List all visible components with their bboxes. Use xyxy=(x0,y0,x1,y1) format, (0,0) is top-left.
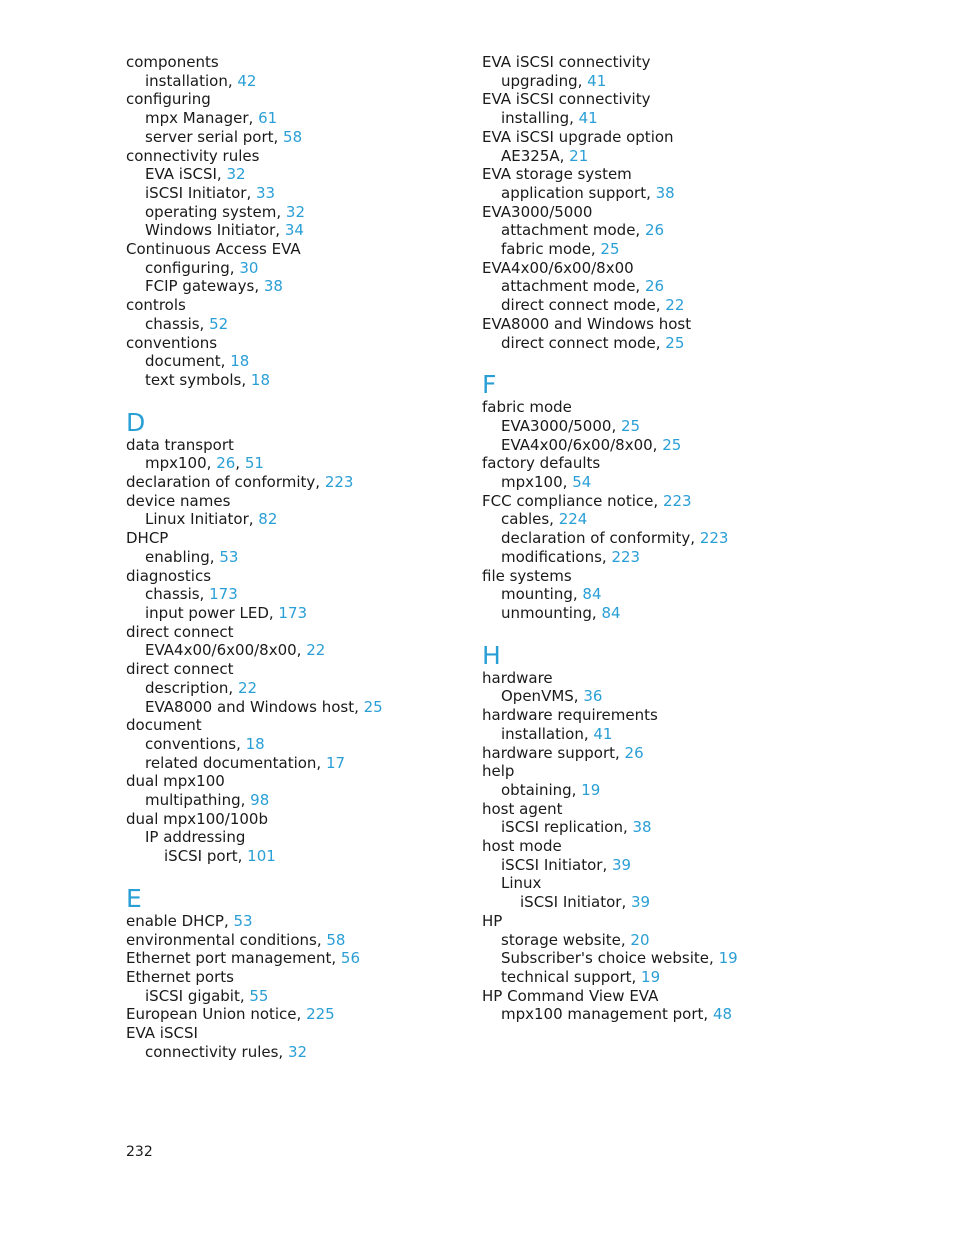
index-term: input power LED, xyxy=(145,603,279,622)
index-term: file systems xyxy=(482,566,572,585)
index-term: AE325A, xyxy=(501,146,570,165)
index-term: EVA iSCSI upgrade option xyxy=(482,127,674,146)
page-link[interactable]: 22 xyxy=(665,296,685,315)
index-subentry xyxy=(126,604,526,623)
index-entry xyxy=(126,949,526,968)
index-term: enable DHCP, xyxy=(126,911,234,930)
page-link[interactable]: 52 xyxy=(209,314,229,333)
index-term: hardware requirements xyxy=(482,706,658,725)
index-term: diagnostics xyxy=(126,566,212,585)
index-term: host agent xyxy=(482,799,563,818)
index-subentry xyxy=(482,585,882,604)
index-entry xyxy=(482,800,882,819)
index-term: FCC compliance notice, xyxy=(482,491,663,510)
index-term: mounting, xyxy=(501,585,583,604)
index-term: unmounting, xyxy=(501,603,602,622)
index-term: dual mpx100 xyxy=(126,772,225,791)
page-link[interactable]: 61 xyxy=(258,109,278,128)
index-term: Linux xyxy=(501,874,542,893)
index-entry xyxy=(126,53,526,72)
index-term: HP Command View EVA xyxy=(482,986,659,1005)
index-term: installation, xyxy=(501,724,594,743)
page-link[interactable]: 56 xyxy=(340,949,361,968)
index-entry xyxy=(482,165,882,184)
index-subentry xyxy=(482,510,882,529)
index-term: multipathing, xyxy=(145,791,251,810)
index-subentry xyxy=(126,548,526,567)
index-entry xyxy=(482,203,882,222)
index-term: technical support, xyxy=(501,967,642,986)
index-term: Ethernet port management, xyxy=(126,949,341,968)
index-term: dual mpx100/100b xyxy=(126,809,269,828)
index-subentry xyxy=(126,847,526,866)
index-entry xyxy=(126,716,526,735)
index-term: EVA4x00/6x00/8x00, xyxy=(501,435,663,454)
page-link[interactable]: 19 xyxy=(641,967,661,986)
index-subentry xyxy=(482,240,882,259)
index-term: EVA8000 and Windows host xyxy=(482,314,692,333)
page-separator: , xyxy=(235,454,245,473)
index-entry xyxy=(126,623,526,642)
index-entry xyxy=(126,931,526,950)
index-subentry xyxy=(126,791,526,810)
index-subentry xyxy=(482,473,882,492)
page-link[interactable]: 58 xyxy=(283,127,303,146)
page-link[interactable]: 21 xyxy=(569,146,589,165)
index-term: attachment mode, xyxy=(501,277,645,296)
page-link[interactable]: 223 xyxy=(611,547,641,566)
index-term: help xyxy=(482,762,515,781)
index-term: Linux Initiator, xyxy=(145,510,259,529)
index-term: chassis, xyxy=(145,314,210,333)
index-subentry xyxy=(482,725,882,744)
page-link[interactable]: 30 xyxy=(239,258,259,277)
index-term: host mode xyxy=(482,837,562,856)
index-term: operating system, xyxy=(145,202,286,221)
index-term: EVA iSCSI connectivity xyxy=(482,53,651,71)
index-subentry xyxy=(482,221,882,240)
index-subentry xyxy=(482,548,882,567)
index-entry xyxy=(482,567,882,586)
page-link[interactable]: 38 xyxy=(263,277,283,296)
index-term: document xyxy=(126,716,202,735)
page-link[interactable]: 25 xyxy=(662,435,682,454)
page-link[interactable]: 58 xyxy=(326,930,346,949)
page-link[interactable]: 32 xyxy=(226,165,246,184)
index-entry xyxy=(482,259,882,278)
page-link[interactable]: 84 xyxy=(582,585,602,604)
index-term: connectivity rules xyxy=(126,146,260,165)
index-term: declaration of conformity, xyxy=(126,473,325,492)
index-entry xyxy=(126,473,526,492)
index-term: mpx100, xyxy=(145,454,217,473)
page-link[interactable]: 38 xyxy=(655,183,675,202)
index-subentry xyxy=(482,818,882,837)
index-entry xyxy=(482,398,882,417)
index-term: modifications, xyxy=(501,547,612,566)
index-term: fabric mode xyxy=(482,398,572,417)
index-subentry xyxy=(126,165,526,184)
index-term: HP xyxy=(482,911,503,930)
index-subentry xyxy=(126,109,526,128)
index-term: EVA4x00/6x00/8x00, xyxy=(145,641,307,660)
index-section-letter: H xyxy=(482,640,501,670)
index-term: hardware xyxy=(482,668,553,687)
page-link[interactable]: 22 xyxy=(306,641,326,660)
index-subentry xyxy=(482,296,882,315)
index-entry xyxy=(126,436,526,455)
index-term: configuring xyxy=(126,90,211,109)
index-subentry xyxy=(482,529,882,548)
index-entry xyxy=(126,660,526,679)
index-term: description, xyxy=(145,678,238,697)
index-entry xyxy=(126,296,526,315)
index-term: conventions, xyxy=(145,734,246,753)
index-term: data transport xyxy=(126,435,234,454)
page-link[interactable]: 82 xyxy=(258,510,278,529)
index-term: IP addressing xyxy=(145,828,246,847)
index-entry xyxy=(482,744,882,763)
page-link[interactable]: 18 xyxy=(250,370,270,389)
index-subentry xyxy=(126,352,526,371)
index-entry xyxy=(126,1024,526,1043)
index-entry xyxy=(482,762,882,781)
index-term: environmental conditions, xyxy=(126,930,327,949)
page-link[interactable]: 84 xyxy=(601,603,621,622)
index-term: obtaining, xyxy=(501,780,582,799)
page-link[interactable]: 54 xyxy=(572,473,592,492)
page-link[interactable]: 19 xyxy=(581,780,601,799)
page-link[interactable]: 223 xyxy=(699,529,729,548)
index-entry xyxy=(126,772,526,791)
index-entry xyxy=(126,492,526,511)
page-link[interactable]: 18 xyxy=(245,734,265,753)
index-subentry xyxy=(482,968,882,987)
index-term: enabling, xyxy=(145,547,220,566)
index-subentry xyxy=(126,72,526,91)
index-term: installing, xyxy=(501,109,579,128)
index-entry xyxy=(482,837,882,856)
index-term: configuring, xyxy=(145,258,240,277)
index-term: EVA iSCSI, xyxy=(145,165,227,184)
index-subentry xyxy=(126,754,526,773)
index-term: direct connect mode, xyxy=(501,296,666,315)
index-subentry xyxy=(482,874,882,893)
index-entry xyxy=(126,529,526,548)
index-term: Ethernet ports xyxy=(126,967,234,986)
page-link[interactable]: 25 xyxy=(363,697,383,716)
index-term: iSCSI Initiator, xyxy=(520,893,631,912)
page-link[interactable]: 22 xyxy=(237,678,258,697)
index-term: document, xyxy=(145,352,231,371)
page-link[interactable]: 41 xyxy=(593,724,613,743)
index-term: EVA3000/5000 xyxy=(482,202,593,221)
page-link[interactable]: 173 xyxy=(278,603,308,622)
index-entry xyxy=(482,987,882,1006)
index-term: server serial port, xyxy=(145,127,284,146)
index-entry xyxy=(482,53,882,72)
page-link[interactable]: 173 xyxy=(209,585,238,604)
index-subentry xyxy=(126,987,526,1006)
page-link[interactable]: 32 xyxy=(285,202,305,221)
index-column-right xyxy=(482,53,882,1024)
index-subentry xyxy=(126,698,526,717)
index-entry xyxy=(126,567,526,586)
index-entry xyxy=(126,147,526,166)
index-term: iSCSI Initiator, xyxy=(145,183,256,202)
index-column-left xyxy=(126,53,526,1061)
page-link[interactable]: 39 xyxy=(611,855,632,874)
index-subentry xyxy=(482,417,882,436)
page-link[interactable]: 25 xyxy=(665,333,685,352)
index-section-letter: F xyxy=(482,370,497,400)
page-link[interactable]: 38 xyxy=(632,818,652,837)
page-link[interactable]: 33 xyxy=(255,183,276,202)
index-term: FCIP gateways, xyxy=(145,277,264,296)
page-number: 232 xyxy=(126,1144,153,1160)
index-subentry xyxy=(482,856,882,875)
index-entry xyxy=(126,912,526,931)
index-subentry xyxy=(482,1005,882,1024)
index-subentry xyxy=(482,781,882,800)
index-term: EVA4x00/6x00/8x00 xyxy=(482,258,634,277)
page-link[interactable]: 32 xyxy=(287,1042,308,1061)
index-term: installation, xyxy=(145,71,238,90)
page-link[interactable]: 41 xyxy=(587,71,607,90)
index-term: controls xyxy=(126,296,186,315)
index-term: iSCSI Initiator, xyxy=(501,855,612,874)
index-subentry xyxy=(126,735,526,754)
index-term: device names xyxy=(126,491,231,510)
index-subentry xyxy=(126,315,526,334)
index-entry xyxy=(126,968,526,987)
index-entry xyxy=(482,315,882,334)
index-subentry xyxy=(126,184,526,203)
index-term: iSCSI gigabit, xyxy=(145,986,250,1005)
index-entry xyxy=(126,1005,526,1024)
index-term: cables, xyxy=(501,510,559,529)
index-subentry xyxy=(482,436,882,455)
index-term: fabric mode, xyxy=(501,240,601,259)
index-term: related documentation, xyxy=(145,753,326,772)
index-term: upgrading, xyxy=(501,71,588,90)
index-subentry xyxy=(126,641,526,660)
index-subentry xyxy=(126,203,526,222)
index-term: mpx Manager, xyxy=(145,109,259,128)
index-term: connectivity rules, xyxy=(145,1042,288,1061)
index-term: attachment mode, xyxy=(501,221,645,240)
index-term: direct connect mode, xyxy=(501,333,666,352)
index-subentry xyxy=(482,334,882,353)
page-link[interactable]: 18 xyxy=(230,352,250,371)
page-link[interactable]: 53 xyxy=(233,911,253,930)
index-subentry xyxy=(126,277,526,296)
index-subentry xyxy=(482,72,882,91)
page-link[interactable]: 19 xyxy=(718,949,738,968)
index-entry xyxy=(126,240,526,259)
index-subentry xyxy=(126,259,526,278)
index-section-letter: D xyxy=(126,407,146,437)
page-link[interactable]: 25 xyxy=(620,416,641,435)
index-entry xyxy=(482,128,882,147)
page-link[interactable]: 34 xyxy=(284,221,304,240)
index-subentry xyxy=(126,221,526,240)
index-term: DHCP xyxy=(126,529,169,548)
index-term: mpx100, xyxy=(501,473,573,492)
index-term: EVA3000/5000, xyxy=(501,416,621,435)
index-term: EVA storage system xyxy=(482,165,632,184)
page-link[interactable]: 41 xyxy=(578,109,598,128)
page-link[interactable]: 223 xyxy=(662,491,692,510)
index-subentry xyxy=(482,184,882,203)
index-subentry xyxy=(482,604,882,623)
index-term: direct connect xyxy=(126,660,234,679)
index-term: storage website, xyxy=(501,930,631,949)
index-term: iSCSI port, xyxy=(164,847,248,866)
index-term: EVA iSCSI connectivity xyxy=(482,90,651,109)
index-subentry xyxy=(482,931,882,950)
index-subentry xyxy=(126,1043,526,1062)
page-link[interactable]: 26 xyxy=(644,277,665,296)
page-link[interactable]: 36 xyxy=(583,687,603,706)
page-link[interactable]: 224 xyxy=(558,510,588,529)
index-subentry xyxy=(126,585,526,604)
index-term: conventions xyxy=(126,333,218,352)
index-term: hardware support, xyxy=(482,743,625,762)
index-entry xyxy=(482,669,882,688)
page-link[interactable]: 39 xyxy=(630,893,651,912)
index-subentry xyxy=(126,510,526,529)
index-subentry xyxy=(126,454,526,473)
index-entry xyxy=(482,912,882,931)
page-link[interactable]: 55 xyxy=(249,986,269,1005)
index-entry xyxy=(482,706,882,725)
index-term: Continuous Access EVA xyxy=(126,240,301,259)
page-link[interactable]: 223 xyxy=(324,473,354,492)
index-subentry xyxy=(126,371,526,390)
index-subentry xyxy=(482,109,882,128)
page-link[interactable]: 26 xyxy=(644,221,665,240)
page-link[interactable]: 53 xyxy=(219,547,239,566)
index-term: text symbols, xyxy=(145,370,251,389)
index-subentry xyxy=(126,128,526,147)
page-link[interactable]: 101 xyxy=(247,847,276,866)
page-link[interactable]: 51 xyxy=(244,454,264,473)
page-link[interactable]: 42 xyxy=(237,71,257,90)
index-term: EVA8000 and Windows host, xyxy=(145,697,364,716)
page-link[interactable]: 26 xyxy=(624,743,644,762)
index-term: OpenVMS, xyxy=(501,687,584,706)
page-link[interactable]: 98 xyxy=(250,791,270,810)
index-term: chassis, xyxy=(145,585,210,604)
index-section-letter: E xyxy=(126,883,142,913)
page-link[interactable]: 17 xyxy=(325,753,346,772)
index-subentry xyxy=(482,893,882,912)
index-term: application support, xyxy=(501,183,656,202)
index-subentry xyxy=(482,687,882,706)
index-entry xyxy=(482,492,882,511)
page-link[interactable]: 20 xyxy=(630,930,650,949)
index-subentry xyxy=(482,277,882,296)
index-term: direct connect xyxy=(126,622,234,641)
index-entry xyxy=(482,454,882,473)
index-term: iSCSI replication, xyxy=(501,818,633,837)
page-link[interactable]: 225 xyxy=(306,1005,335,1024)
page-link[interactable]: 25 xyxy=(600,240,620,259)
index-subentry xyxy=(482,147,882,166)
index-subentry xyxy=(482,949,882,968)
page-link[interactable]: 48 xyxy=(712,1005,733,1024)
page-link[interactable]: 26 xyxy=(216,454,236,473)
index-term: European Union notice, xyxy=(126,1005,307,1024)
index-term: factory defaults xyxy=(482,454,601,473)
index-entry xyxy=(126,810,526,829)
index-term: Subscriber's choice website, xyxy=(501,949,719,968)
index-subentry xyxy=(126,679,526,698)
index-term: Windows Initiator, xyxy=(145,221,285,240)
index-entry xyxy=(126,90,526,109)
index-term: components xyxy=(126,53,219,71)
index-term: mpx100 management port, xyxy=(501,1005,713,1024)
index-entry xyxy=(126,334,526,353)
index-term: EVA iSCSI xyxy=(126,1024,198,1043)
index-entry xyxy=(482,90,882,109)
index-term: declaration of conformity, xyxy=(501,529,700,548)
index-subentry xyxy=(126,828,526,847)
